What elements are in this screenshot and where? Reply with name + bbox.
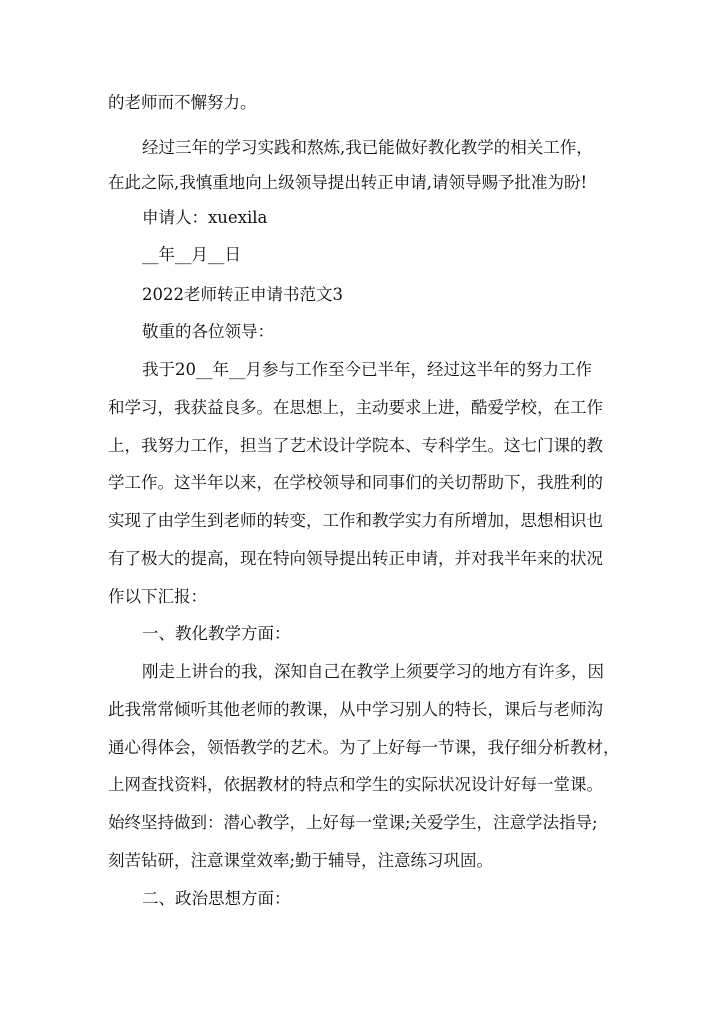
text-line: 作以下汇报： xyxy=(108,587,207,606)
text-line: 学工作。这半年以来，在学校领导和同事们的关切帮助下，我胜利的 xyxy=(108,473,603,492)
text-line: 刚走上讲台的我，深知自己在教学上须要学习的地方有许多，因 xyxy=(142,662,604,681)
text-line: 上网查找资料，依据教材的特点和学生的实际状况设计好每一堂课。 xyxy=(108,775,603,794)
text-line: 通心得体会，领悟教学的艺术。为了上好每一节课，我仔细分析教材， xyxy=(108,738,620,757)
date-line: __年__月__日 xyxy=(142,245,241,264)
text-line: 经过三年的学习实践和熬炼,我已能做好教化教学的相关工作， xyxy=(142,138,593,157)
text-line: 有了极大的提高，现在特向领导提出转正申请，并对我半年来的状况 xyxy=(108,549,603,568)
text-line: 实现了由学生到老师的转变，工作和教学实力有所增加，思想相识也 xyxy=(108,511,603,530)
text-line: 的老师而不懈努力。 xyxy=(108,93,257,112)
text-line: 和学习，我获益良多。在思想上，主动要求上进，酷爱学校，在工作 xyxy=(108,398,603,417)
text-line: 刻苦钻研，注意课堂效率;勤于辅导，注意练习巩固。 xyxy=(108,851,494,870)
text-line: 上，我努力工作，担当了艺术设计学院本、专科学生。这七门课的教 xyxy=(108,436,603,455)
signature-line: 申请人：xuexila xyxy=(142,208,268,227)
text-line: 在此之际,我慎重地向上级领导提出转正申请,请领导赐予批准为盼! xyxy=(108,173,588,192)
text-line: 此我常常倾听其他老师的教课，从中学习别人的特长，课后与老师沟 xyxy=(108,700,603,719)
text-line: 我于20__年__月参与工作至今已半年，经过这半年的努力工作 xyxy=(142,360,592,379)
section-title: 2022老师转正申请书范文3 xyxy=(142,285,343,304)
heading-politics: 二、政治思想方面： xyxy=(142,889,291,908)
text-line: 始终坚持做到：潜心教学，上好每一堂课;关爱学生，注意学法指导; xyxy=(108,813,598,832)
heading-teaching: 一、教化教学方面： xyxy=(142,624,291,643)
salutation: 敬重的各位领导： xyxy=(142,322,274,341)
